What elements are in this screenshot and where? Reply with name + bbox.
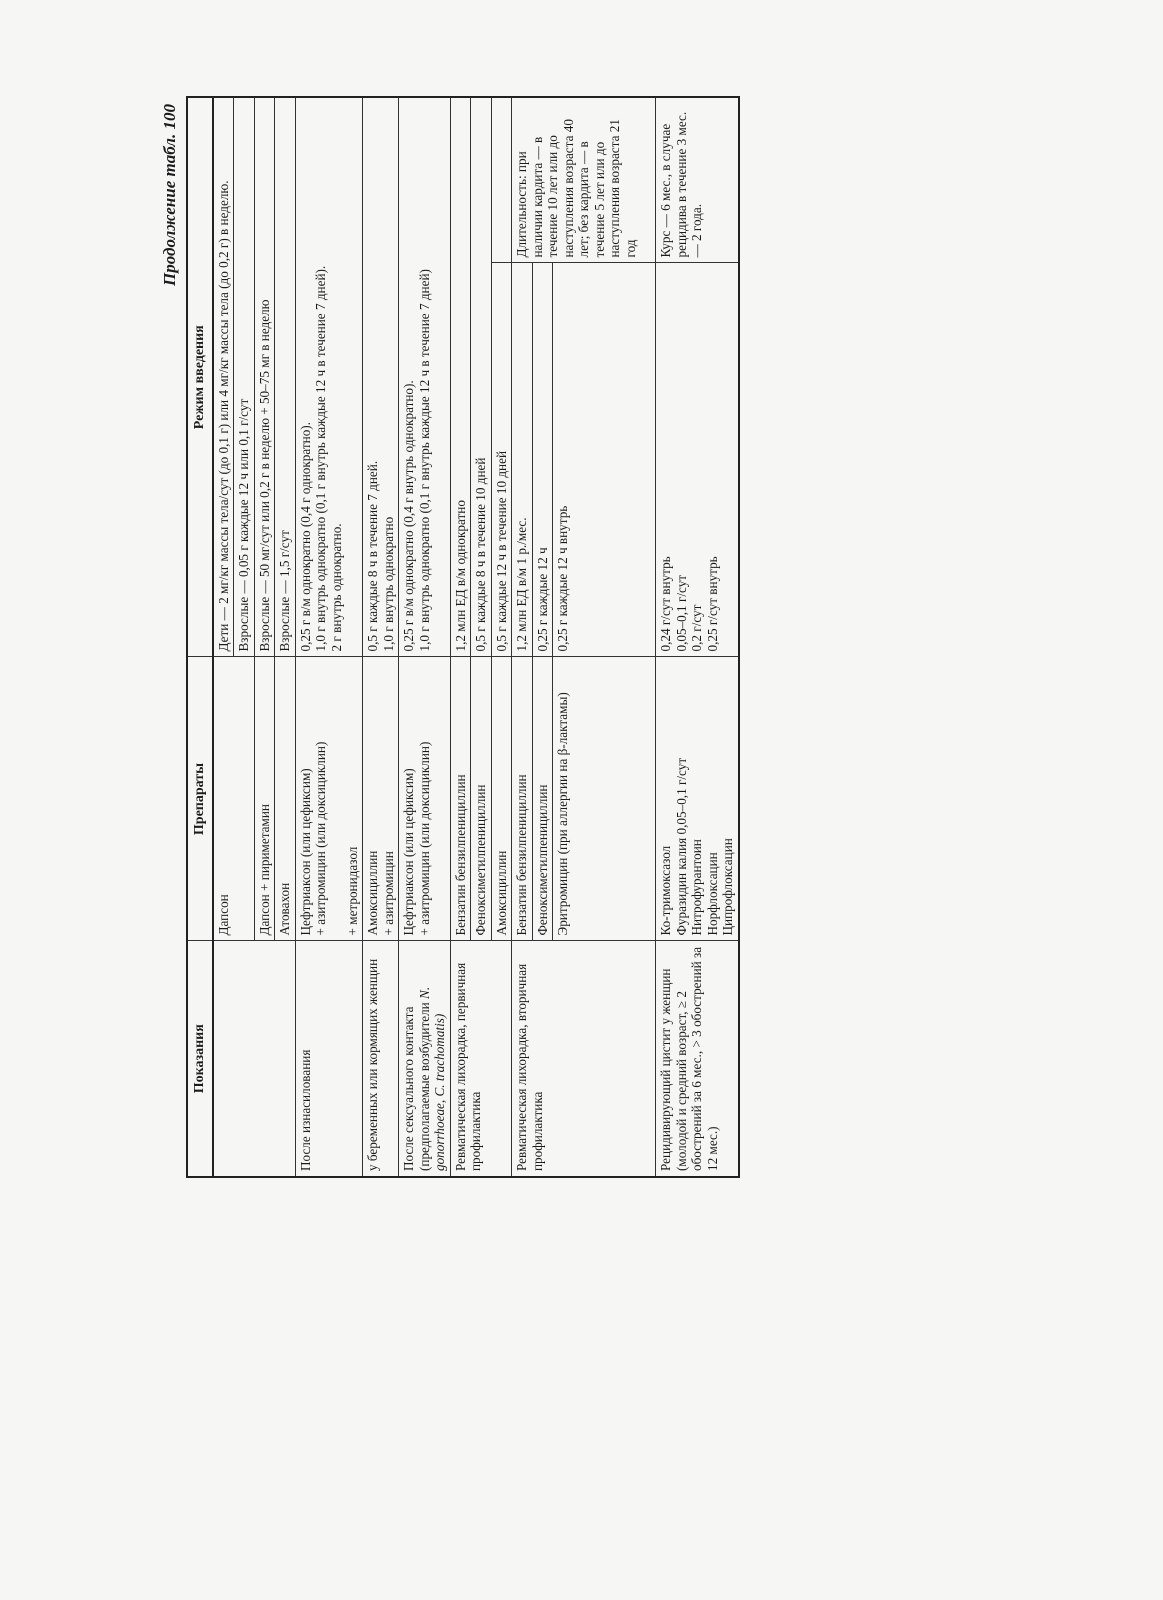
drug-cell: Амоксициллин	[491, 657, 512, 941]
regimen-line: 0,25 г в/м однократно (0,4 г внутрь однократно).	[401, 380, 416, 652]
prophylaxis-table	[186, 96, 740, 1178]
regimen-line: 0,05–0,1 г/сут	[673, 574, 689, 652]
indication-cell: Рецидивирующий цистит у женщин (молодой и средний возраст, ≥ 2 обострений за 6 мес., > 3 обострений за 12 мес.)	[656, 941, 739, 1177]
table-caption: Продолжение табл. 100	[160, 104, 179, 286]
regimen-cell: Взрослые — 50 мг/сут или 0,2 г в неделю + 50–75 мг в неделю	[254, 97, 275, 657]
header-drugs: Препараты	[187, 657, 213, 941]
regimen-line: 0,25 г в/м однократно (0,4 г однократно).	[297, 422, 313, 652]
table-row	[450, 97, 471, 1177]
regimen-cell: Взрослые — 1,5 г/сут	[275, 97, 296, 657]
table-row	[512, 97, 533, 1177]
regimen-cell: 1,2 млн ЕД в/м однократно	[450, 97, 471, 657]
drug-line: Норфлоксацин	[704, 852, 720, 936]
regimen-cell: 0,5 г каждые 12 ч в течение 10 дней	[491, 263, 512, 657]
drug-line: + азитромицин (или доксициклин)	[416, 741, 432, 936]
table-row	[656, 97, 739, 1177]
drug-line: Цефтриаксон (или цефиксим)	[297, 768, 313, 936]
drug-line: Цефтриаксон (или цефиксим)	[401, 768, 416, 936]
table-row	[399, 97, 451, 1177]
drug-line: Амоксициллин	[365, 850, 380, 936]
table-row	[363, 97, 399, 1177]
drug-line: Ко-тримоксазол	[658, 845, 673, 936]
drug-cell	[656, 657, 739, 941]
regimen-cell: Дети — 2 мг/кг массы тела/сут (до 0,1 г) или 4 мг/кг массы тела (до 0,2 г) в неделю.	[213, 97, 234, 657]
drug-line: + азитромицин	[380, 851, 396, 936]
drug-cell	[295, 657, 363, 941]
drug-line: + метронидазол	[344, 846, 360, 936]
drug-cell: Эритромицин (при аллергии на β-лактамы)	[553, 657, 656, 941]
indication-text: После сексуального контакта (предполагаемые возбудители	[401, 1002, 432, 1171]
regimen-line: 0,2 г/сут	[689, 604, 704, 652]
header-regimen: Режим введения	[187, 97, 213, 657]
regimen-line: 1,0 г внутрь однократно (0,1 г внутрь каждые 12 ч в течение 7 дней)	[416, 269, 432, 652]
regimen-cell	[295, 97, 363, 657]
drug-line: Нитрофурантоин	[689, 839, 704, 936]
drug-cell	[363, 657, 399, 941]
table-row	[295, 97, 363, 1177]
drug-line: + азитромицин (или доксициклин)	[313, 741, 328, 936]
indication-pathogens: N. gonorrhoeae, C. trachomatis)	[416, 986, 447, 1171]
indication-cell: у беременных или кормящих женщин	[363, 941, 399, 1177]
indication-cell-continued	[213, 941, 296, 1177]
regimen-cell	[399, 97, 451, 657]
regimen-line: 0,5 г каждые 8 ч в течение 7 дней.	[365, 460, 380, 652]
table-header-row	[187, 97, 213, 1177]
drug-line: Фуразидин калия 0,05–0,1 г/сут	[673, 757, 689, 936]
drug-cell: Атовахон	[275, 657, 296, 941]
table-row	[213, 97, 234, 1177]
regimen-line: 1,0 г внутрь однократно (0,1 г внутрь каждые 12 ч в течение 7 дней).	[313, 265, 328, 652]
indication-cell: Ревматическая лихорадка, первичная профилактика	[450, 941, 512, 1177]
header-indications: Показания	[187, 941, 213, 1177]
indication-cell	[399, 941, 451, 1177]
regimen-cell	[656, 263, 739, 657]
regimen-cell: 1,2 млн ЕД в/м 1 р./мес.	[512, 263, 533, 657]
indication-cell: Ревматическая лихорадка, вторичная профилактика	[512, 941, 656, 1177]
regimen-cell: 0,25 г каждые 12 ч внутрь	[553, 263, 656, 657]
regimen-line: 2 г внутрь однократно.	[328, 523, 344, 652]
drug-cell: Дапсон + пириметамин	[254, 657, 275, 941]
drug-cell: Бензатин бензилпенициллин	[450, 657, 471, 941]
drug-line: Ципрофлоксацин	[720, 838, 735, 936]
regimen-cell: Взрослые — 0,05 г каждые 12 ч или 0,1 г/сут	[234, 97, 255, 657]
duration-cell: Длительность: при наличии кардита — в течение 10 лет или до наступления возраста 40 лет; без кардита — в течение 5 лет или до наступления возраста 21 год	[512, 97, 656, 263]
drug-cell: Бензатин бензилпенициллин	[512, 657, 533, 941]
regimen-cell: 0,25 г каждые 12 ч	[532, 263, 553, 657]
drug-cell	[399, 657, 451, 941]
duration-cell: Курс — 6 мес., в случае рецидива в течение 3 мес. — 2 года.	[656, 97, 739, 263]
drug-cell: Феноксиметилпенициллин	[471, 657, 492, 941]
drug-cell: Феноксиметилпенициллин	[532, 657, 553, 941]
regimen-line: 0,25 г/сут внутрь	[704, 556, 720, 652]
rotated-table-page	[158, 98, 874, 1178]
regimen-cell: 0,5 г каждые 8 ч в течение 10 дней	[471, 97, 492, 657]
empty-cell	[491, 97, 512, 263]
regimen-line: 1,0 г внутрь однократно	[380, 516, 396, 652]
regimen-cell	[363, 97, 399, 657]
indication-cell: После изнасилования	[295, 941, 363, 1177]
drug-cell: Дапсон	[213, 657, 255, 941]
regimen-line: 0,24 г/сут внутрь	[658, 556, 673, 652]
